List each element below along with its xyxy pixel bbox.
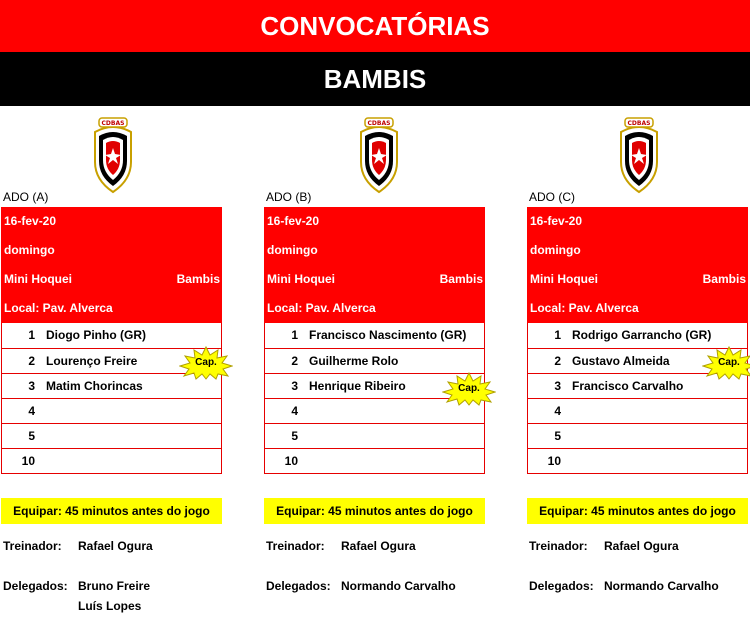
captain-label: Cap. (458, 383, 480, 394)
match-weekday: domingo (267, 243, 318, 257)
delegate-name: Bruno Freire (78, 579, 151, 593)
player-number: 2 (291, 354, 298, 368)
equip-notice: Equipar: 45 minutos antes do jogo (527, 498, 748, 524)
delegates-row (266, 579, 456, 593)
match-category: Bambis (702, 272, 746, 286)
player-row (527, 449, 748, 474)
coach-label: Treinador: (3, 539, 62, 553)
player-number: 1 (28, 328, 35, 342)
delegates-label: Delegados: (529, 579, 594, 593)
team-label: ADO (C) (529, 190, 575, 204)
delegate-name: Normando Carvalho (341, 579, 456, 593)
club-crest-icon (357, 114, 401, 194)
coach-label: Treinador: (529, 539, 588, 553)
player-number: 3 (554, 379, 561, 393)
player-row (264, 424, 485, 449)
equip-notice: Equipar: 45 minutos antes do jogo (1, 498, 222, 524)
club-crest-icon (617, 114, 661, 194)
coach-name: Rafael Ogura (604, 539, 679, 553)
delegate-name: Luís Lopes (78, 599, 142, 613)
player-name: Matim Chorincas (46, 379, 143, 393)
player-number: 4 (291, 404, 298, 418)
match-location: Local: Pav. Alverca (4, 301, 113, 315)
match-date: 16-fev-20 (267, 214, 320, 228)
player-number: 3 (28, 379, 35, 393)
captain-badge (702, 346, 750, 380)
match-info (1, 207, 222, 323)
player-number: 5 (291, 429, 298, 443)
match-location: Local: Pav. Alverca (530, 301, 639, 315)
delegate-name: Normando Carvalho (604, 579, 719, 593)
player-row (527, 424, 748, 449)
delegates-row (529, 579, 719, 593)
captain-label: Cap. (718, 357, 740, 368)
player-name: Rodrigo Garrancho (GR) (572, 328, 712, 342)
player-name: Francisco Nascimento (GR) (309, 328, 467, 342)
player-number: 5 (554, 429, 561, 443)
player-name: Gustavo Almeida (572, 354, 670, 368)
team-column-c (526, 106, 750, 617)
team-column-a (0, 106, 230, 617)
match-info (264, 207, 485, 323)
player-row (1, 424, 222, 449)
player-number: 1 (291, 328, 298, 342)
delegates-label: Delegados: (3, 579, 68, 593)
match-sport-row (264, 265, 485, 294)
delegates-label: Delegados: (266, 579, 331, 593)
match-location: Local: Pav. Alverca (267, 301, 376, 315)
player-row (1, 449, 222, 474)
coach-row (3, 539, 153, 553)
player-number: 4 (28, 404, 35, 418)
player-name: Diogo Pinho (GR) (46, 328, 146, 342)
player-number: 10 (21, 454, 35, 468)
team-label: ADO (A) (3, 190, 49, 204)
delegates-row (3, 579, 151, 613)
match-sport-row (1, 265, 222, 294)
svg-text:CDBAS: CDBAS (627, 120, 651, 127)
player-name: Henrique Ribeiro (309, 379, 406, 393)
match-sport: Mini Hoquei (4, 272, 72, 286)
team-label: ADO (B) (266, 190, 312, 204)
match-sport-row (527, 265, 748, 294)
match-sport: Mini Hoquei (530, 272, 598, 286)
equip-notice: Equipar: 45 minutos antes do jogo (264, 498, 485, 524)
captain-badge (179, 346, 233, 380)
captain-badge (442, 372, 496, 406)
coach-label: Treinador: (266, 539, 325, 553)
player-number: 3 (291, 379, 298, 393)
player-row (1, 399, 222, 424)
player-number: 1 (554, 328, 561, 342)
player-name: Francisco Carvalho (572, 379, 684, 393)
player-row (264, 349, 485, 374)
match-category: Bambis (176, 272, 220, 286)
player-number: 2 (28, 354, 35, 368)
page-subtitle: BAMBIS (0, 52, 750, 106)
match-date: 16-fev-20 (4, 214, 57, 228)
player-row (264, 449, 485, 474)
svg-text:CDBAS: CDBAS (101, 120, 125, 127)
match-sport: Mini Hoquei (267, 272, 335, 286)
match-date: 16-fev-20 (530, 214, 583, 228)
coach-name: Rafael Ogura (341, 539, 416, 553)
player-number: 10 (284, 454, 298, 468)
player-number: 2 (554, 354, 561, 368)
player-number: 4 (554, 404, 561, 418)
player-number: 10 (547, 454, 561, 468)
team-column-b (263, 106, 493, 617)
coach-row (266, 539, 416, 553)
captain-label: Cap. (195, 357, 217, 368)
svg-text:CDBAS: CDBAS (367, 120, 391, 127)
match-info (527, 207, 748, 323)
player-row (264, 323, 485, 349)
page-title: CONVOCATÓRIAS (0, 0, 750, 52)
club-crest-icon (91, 114, 135, 194)
coach-row (529, 539, 679, 553)
match-category: Bambis (439, 272, 483, 286)
player-number: 5 (28, 429, 35, 443)
player-name: Lourenço Freire (46, 354, 138, 368)
player-row (527, 399, 748, 424)
player-name: Guilherme Rolo (309, 354, 399, 368)
match-weekday: domingo (530, 243, 581, 257)
coach-name: Rafael Ogura (78, 539, 153, 553)
match-weekday: domingo (4, 243, 55, 257)
